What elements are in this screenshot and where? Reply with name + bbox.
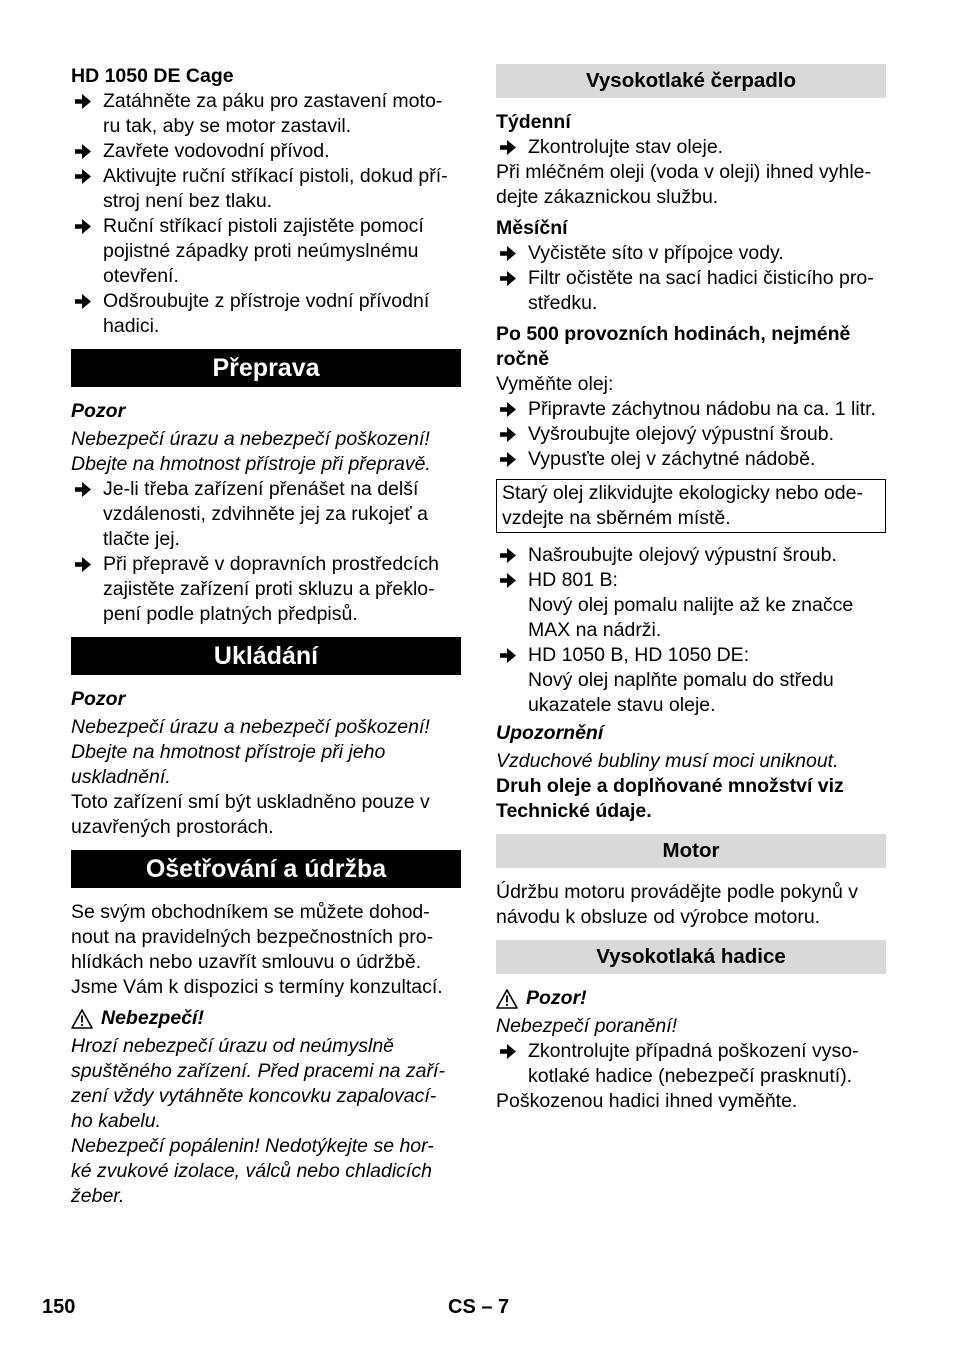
text-line: pojistné západky proti neúmyslnému <box>103 240 419 262</box>
list-monthly <box>496 241 886 316</box>
text-line: Starý olej zlikvidujte ekologicky nebo ode- <box>502 482 863 504</box>
text-line: Nový olej pomalu nalijte až ke značce <box>528 594 854 616</box>
text-line: Ruční stříkací pistoli zajistěte pomocí <box>103 215 424 237</box>
arrow-right-icon <box>499 401 517 418</box>
arrow-right-icon <box>499 451 517 468</box>
arrow-right-icon <box>74 481 92 498</box>
text-line: Se svým obchodníkem se můžete dohod- <box>71 901 430 923</box>
text-line: Zkontrolujte případná poškození vyso- <box>528 1040 859 1062</box>
text-line: pení podle platných předpisů. <box>103 603 358 625</box>
text-line: hadici. <box>103 315 160 337</box>
text-line: Dbejte na hmotnost přístroje při přepravě. <box>71 453 431 475</box>
arrow-right-icon <box>74 93 92 110</box>
weekly-heading: Týdenní <box>496 111 571 133</box>
page-number: 150 <box>42 1296 76 1318</box>
text-line: středku. <box>528 292 598 314</box>
danger-warning <box>71 1006 461 1031</box>
list-item <box>496 447 886 472</box>
list-item <box>496 1039 886 1089</box>
text-line: nout na pravidelných bezpečnostních pro- <box>71 926 434 948</box>
list-item <box>71 552 461 627</box>
arrow-right-icon <box>499 1043 517 1060</box>
text-line: ho kabelu. <box>71 1110 161 1132</box>
after-500-heading <box>496 322 886 372</box>
list-oil <box>496 397 886 472</box>
text-line: HD 801 B: <box>528 569 618 591</box>
section-heading-preprava: Přeprava <box>71 349 461 387</box>
text-line: Vyčistěte síto v přípojce vody. <box>528 242 784 264</box>
text-line: ročně <box>496 348 550 370</box>
list-shutdown <box>71 89 461 339</box>
hose-danger-text: Nebezpečí poranění! <box>496 1015 678 1037</box>
list-item <box>496 422 886 447</box>
list-item <box>71 164 461 214</box>
list-transport <box>71 477 461 627</box>
arrow-right-icon <box>74 168 92 185</box>
text-line: Při přepravě v dopravních prostředcích <box>103 553 439 575</box>
text-line: Údržbu motoru provádějte podle pokynů v <box>496 881 859 903</box>
text-line: Odšroubujte z přístroje vodní přívodní <box>103 290 430 312</box>
text-line: Zatáhněte za páku pro zastavení moto- <box>103 90 443 112</box>
list-oil-refill <box>496 543 886 718</box>
arrow-right-icon <box>74 218 92 235</box>
text-line: Při mléčném oleji (voda v oleji) ihned vyhle- <box>496 161 871 183</box>
text-line: Nebezpečí popálenin! Nedotýkejte se hor- <box>71 1135 434 1157</box>
arrow-right-icon <box>499 139 517 156</box>
text-line: Nebezpečí úrazu a nebezpečí poškození! <box>71 428 430 450</box>
list-hose <box>496 1039 886 1089</box>
list-item <box>71 477 461 552</box>
text-line: tlačte jej. <box>103 528 180 550</box>
section-heading-osetrovani: Ošetřování a údržba <box>71 850 461 888</box>
list-item-detail <box>496 668 886 718</box>
hose-caution-label: Pozor! <box>526 987 587 1009</box>
text-line: spuštěného zařízení. Před pracemi na zaří- <box>71 1060 445 1082</box>
list-item <box>496 241 886 266</box>
text-line: Technické údaje. <box>496 800 652 822</box>
list-item <box>496 643 886 668</box>
text-line: kotlaké hadice (nebezpečí prasknutí). <box>528 1065 853 1087</box>
arrow-right-icon <box>499 647 517 664</box>
list-item <box>496 266 886 316</box>
text-line: hlídkách nebo uzavřít smlouvu o údržbě. <box>71 951 422 973</box>
oil-type-text <box>496 774 886 824</box>
disposal-note-box <box>496 479 886 533</box>
arrow-right-icon <box>499 270 517 287</box>
motor-text <box>496 880 886 930</box>
text-line: otevření. <box>103 265 179 287</box>
text-line: ukazatele stavu oleje. <box>528 694 716 716</box>
list-item <box>71 289 461 339</box>
text-line: Je-li třeba zařízení přenášet na delší <box>103 478 419 500</box>
text-line: Zavřete vodovodní přívod. <box>103 140 330 162</box>
arrow-right-icon <box>499 547 517 564</box>
list-item <box>496 135 886 160</box>
arrow-right-icon <box>74 556 92 573</box>
text-line: zení vždy vytáhněte koncovku zapalovací- <box>71 1085 437 1107</box>
warning-triangle-icon <box>71 1009 93 1029</box>
section-heading-pump: Vysokotlaké čerpadlo <box>496 64 886 98</box>
list-item <box>496 568 886 593</box>
text-line: Vyšroubujte olejový výpustní šroub. <box>528 423 835 445</box>
storage-text <box>71 790 461 840</box>
text-line: vzdálenosti, zdvihněte jej za rukojeť a <box>103 503 428 525</box>
text-line: ru tak, aby se motor zastavil. <box>103 115 352 137</box>
note-label: Upozornění <box>496 722 604 744</box>
arrow-right-icon <box>74 143 92 160</box>
text-line: žeber. <box>71 1185 125 1207</box>
text-line: Nový olej naplňte pomalu do středu <box>528 669 834 691</box>
text-line: stroj není bez tlaku. <box>103 190 273 212</box>
danger-label: Nebezpečí! <box>101 1007 204 1029</box>
text-line: vzdejte na sběrném místě. <box>502 507 731 529</box>
list-weekly <box>496 135 886 160</box>
list-item <box>71 89 461 139</box>
text-line: zajistěte zařízení proti skluzu a překlo- <box>103 578 435 600</box>
list-item-detail <box>496 593 886 643</box>
section-heading-ukladani: Ukládání <box>71 637 461 675</box>
text-line: ké zvukové izolace, válců nebo chladicích <box>71 1160 432 1182</box>
arrow-right-icon <box>499 245 517 262</box>
text-line: dejte zákaznickou službu. <box>496 186 719 208</box>
caution-label: Pozor <box>71 400 126 422</box>
arrow-right-icon <box>74 293 92 310</box>
text-line: Zkontrolujte stav oleje. <box>528 136 724 158</box>
caution-text <box>71 715 461 790</box>
maintenance-text <box>71 900 461 1000</box>
text-line: uzavřených prostorách. <box>71 816 274 838</box>
text-line: Hrozí nebezpečí úrazu od neúmyslně <box>71 1035 395 1057</box>
weekly-text <box>496 160 886 210</box>
section-heading-hose: Vysokotlaká hadice <box>496 940 886 974</box>
text-line: návodu k obsluze od výrobce motoru. <box>496 906 821 928</box>
list-item <box>496 543 886 568</box>
text-line: HD 1050 B, HD 1050 DE: <box>528 644 750 666</box>
text-line: Dbejte na hmotnost přístroje při jeho <box>71 741 386 763</box>
left-column <box>71 64 461 1209</box>
hose-replace-text: Poškozenou hadici ihned vyměňte. <box>496 1090 798 1112</box>
text-line: Jsme Vám k dispozici s termíny konzultací. <box>71 976 443 998</box>
text-line: Toto zařízení smí být uskladněno pouze v <box>71 791 430 813</box>
text-line: Druh oleje a doplňované množství viz <box>496 775 844 797</box>
page-code: CS – 7 <box>448 1296 510 1318</box>
text-line: Vypusťte olej v záchytné nádobě. <box>528 448 816 470</box>
heading-hd1050-cage: HD 1050 DE Cage <box>71 65 234 87</box>
change-oil-text: Vyměňte olej: <box>496 373 614 395</box>
monthly-heading: Měsíční <box>496 217 568 239</box>
text-line: Našroubujte olejový výpustní šroub. <box>528 544 837 566</box>
text-line: Připravte záchytnou nádobu na ca. 1 litr. <box>528 398 876 420</box>
section-heading-motor: Motor <box>496 834 886 868</box>
warning-triangle-icon <box>496 989 518 1009</box>
text-line: Aktivujte ruční stříkací pistoli, dokud pří- <box>103 165 448 187</box>
list-item <box>496 397 886 422</box>
caution-label: Pozor <box>71 688 126 710</box>
arrow-right-icon <box>499 426 517 443</box>
list-item <box>71 214 461 289</box>
text-line: Po 500 provozních hodinách, nejméně <box>496 323 851 345</box>
right-column <box>496 64 886 1114</box>
caution-text <box>71 427 461 477</box>
note-text: Vzduchové bubliny musí moci uniknout. <box>496 750 839 772</box>
hose-warning <box>496 986 886 1011</box>
arrow-right-icon <box>499 572 517 589</box>
danger-text <box>71 1034 461 1209</box>
text-line: uskladnění. <box>71 766 171 788</box>
text-line: MAX na nádrži. <box>528 619 662 641</box>
list-item <box>71 139 461 164</box>
text-line: Nebezpečí úrazu a nebezpečí poškození! <box>71 716 430 738</box>
text-line: Filtr očistěte na sací hadici čisticího pro- <box>528 267 874 289</box>
